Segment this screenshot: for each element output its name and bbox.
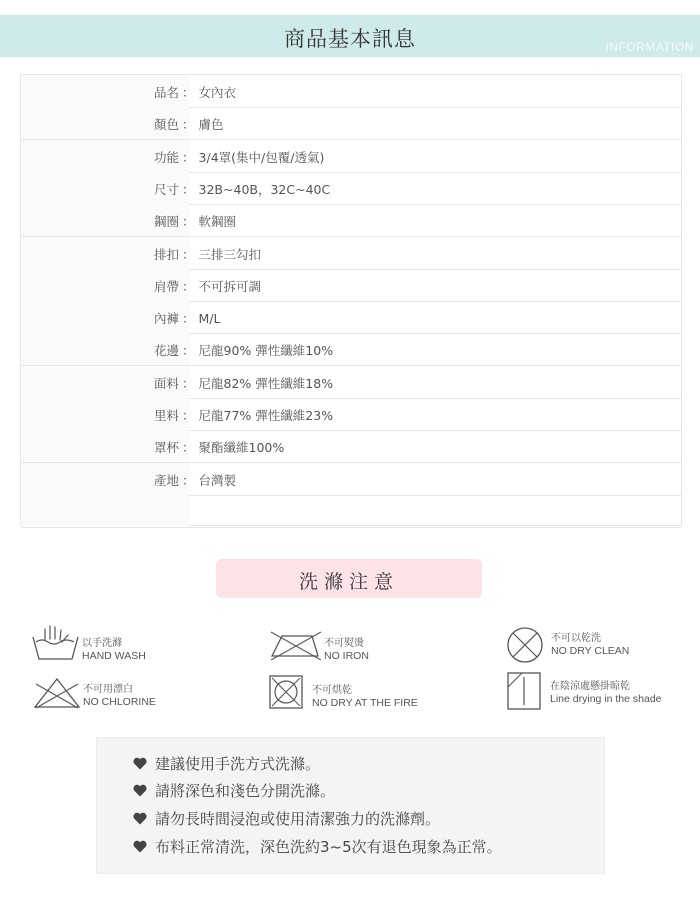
spec-value: 女內衣	[198, 85, 237, 100]
line-dry-shade-icon	[506, 671, 542, 711]
spec-label: 顏色	[154, 117, 180, 133]
spec-separator: ：	[182, 149, 195, 165]
spec-separator: ：	[182, 375, 195, 391]
spec-separator: ：	[182, 214, 195, 230]
spec-label: 排扣	[154, 246, 180, 262]
care-label-en: NO DRY CLEAN	[551, 645, 630, 657]
spec-label: 花邊	[154, 343, 180, 359]
care-label-zh: 不可烘乾	[312, 685, 352, 696]
spec-text	[154, 438, 284, 456]
spec-text	[154, 180, 330, 198]
spec-separator: ：	[182, 343, 195, 359]
spec-row	[21, 107, 681, 140]
spec-separator: ：	[182, 117, 195, 133]
spec-label: 肩帶	[154, 278, 180, 294]
notice-text: 請勿長時間浸泡或使用清潔強力的洗滌劑。	[155, 810, 441, 828]
spec-text	[154, 148, 324, 166]
spec-text	[154, 374, 333, 392]
spec-separator: ：	[182, 472, 195, 488]
spec-row-shade	[21, 495, 189, 527]
spec-label: 罩杯	[154, 440, 180, 456]
header-band	[0, 15, 700, 57]
care-label-en: NO CHLORINE	[83, 696, 156, 708]
care-label-zh: 不可以乾洗	[551, 633, 601, 644]
spec-label: 內褲	[154, 311, 180, 327]
spec-table	[20, 74, 682, 526]
spec-value: 軟鋼圈	[198, 214, 237, 230]
spec-label: 產地	[154, 472, 180, 488]
spec-text	[154, 245, 261, 263]
heart-icon	[133, 784, 147, 797]
spec-text	[154, 212, 236, 230]
notice-text: 建議使用手洗方式洗滌。	[155, 755, 321, 773]
spec-row	[21, 140, 681, 173]
heart-icon	[133, 840, 147, 853]
spec-separator: ：	[182, 440, 195, 456]
spec-value: 3/4罩(集中/包覆/透氣)	[198, 149, 325, 165]
notice-text: 請將深色和淺色分開洗滌。	[155, 782, 336, 800]
spec-value: 三排三勾扣	[198, 246, 262, 262]
spec-separator: ：	[182, 311, 195, 327]
spec-row	[21, 204, 681, 237]
care-label-zh: 以手洗滌	[82, 638, 122, 649]
spec-label: 功能	[154, 149, 180, 165]
spec-text	[154, 309, 221, 327]
wash-notice-box	[96, 737, 605, 874]
spec-value: 台灣製	[198, 472, 237, 488]
spec-text	[154, 471, 236, 489]
spec-row	[21, 172, 681, 205]
spec-row	[21, 333, 681, 366]
care-label-en: Line drying in the shade	[550, 693, 662, 705]
notice-item	[133, 808, 440, 829]
spec-label: 里料	[154, 408, 180, 423]
wash-title-pill	[216, 559, 482, 598]
spec-label: 品名	[154, 85, 180, 100]
spec-row	[21, 430, 681, 463]
no-iron-icon	[268, 628, 324, 662]
spec-value: 膚色	[198, 117, 224, 133]
care-label-en: NO IRON	[324, 650, 369, 662]
spec-text	[154, 277, 261, 295]
spec-row	[21, 75, 681, 108]
spec-value: 聚酯纖維100%	[198, 440, 285, 456]
spec-separator: ：	[182, 85, 195, 100]
heart-icon	[133, 812, 147, 825]
spec-text	[154, 115, 224, 133]
care-label-zh: 在陰涼處懸掛晾乾	[550, 681, 630, 692]
spec-value: 不可拆可調	[198, 278, 262, 294]
page-title: 商品基本訊息	[284, 27, 416, 51]
spec-row	[21, 463, 681, 496]
heart-icon	[133, 757, 147, 770]
spec-value: 尼龍77% 彈性纖維23%	[198, 408, 334, 423]
spec-row-empty	[21, 495, 681, 528]
spec-row	[21, 301, 681, 334]
care-label-zh: 不可熨燙	[324, 638, 364, 649]
spec-text	[154, 341, 333, 359]
spec-separator: ：	[182, 246, 195, 262]
spec-separator: ：	[182, 408, 195, 423]
spec-row	[21, 366, 681, 399]
spec-text	[154, 406, 333, 424]
notice-text: 布料正常清洗，深色洗約3~5次有退色現象為正常。	[155, 838, 502, 856]
care-label-zh: 不可用漂白	[83, 684, 133, 695]
page-subtitle: INFORMATION	[605, 40, 694, 54]
wash-title: 洗滌注意	[298, 571, 399, 593]
spec-text	[154, 83, 236, 101]
spec-value: 尼龍90% 彈性纖維10%	[198, 343, 334, 359]
notice-item	[133, 753, 320, 774]
spec-row	[21, 237, 681, 270]
spec-value: M/L	[198, 311, 221, 327]
hand-wash-icon	[30, 624, 80, 664]
care-label-en: NO DRY AT THE FIRE	[312, 697, 418, 709]
spec-label: 鋼圈	[154, 214, 180, 230]
spec-separator: ：	[182, 181, 195, 197]
spec-label: 面料	[154, 375, 180, 391]
spec-row	[21, 398, 681, 431]
spec-value: 32B~40B，32C~40C	[198, 181, 331, 197]
spec-label: 尺寸	[154, 181, 180, 197]
spec-separator: ：	[182, 278, 195, 294]
notice-item	[133, 836, 502, 857]
notice-item	[133, 780, 335, 801]
no-tumble-dry-icon	[268, 674, 304, 710]
no-chlorine-icon	[30, 676, 84, 710]
no-dry-clean-icon	[506, 626, 544, 664]
spec-row	[21, 269, 681, 302]
care-label-en: HAND WASH	[82, 650, 146, 662]
spec-value: 尼龍82% 彈性纖維18%	[198, 375, 334, 391]
